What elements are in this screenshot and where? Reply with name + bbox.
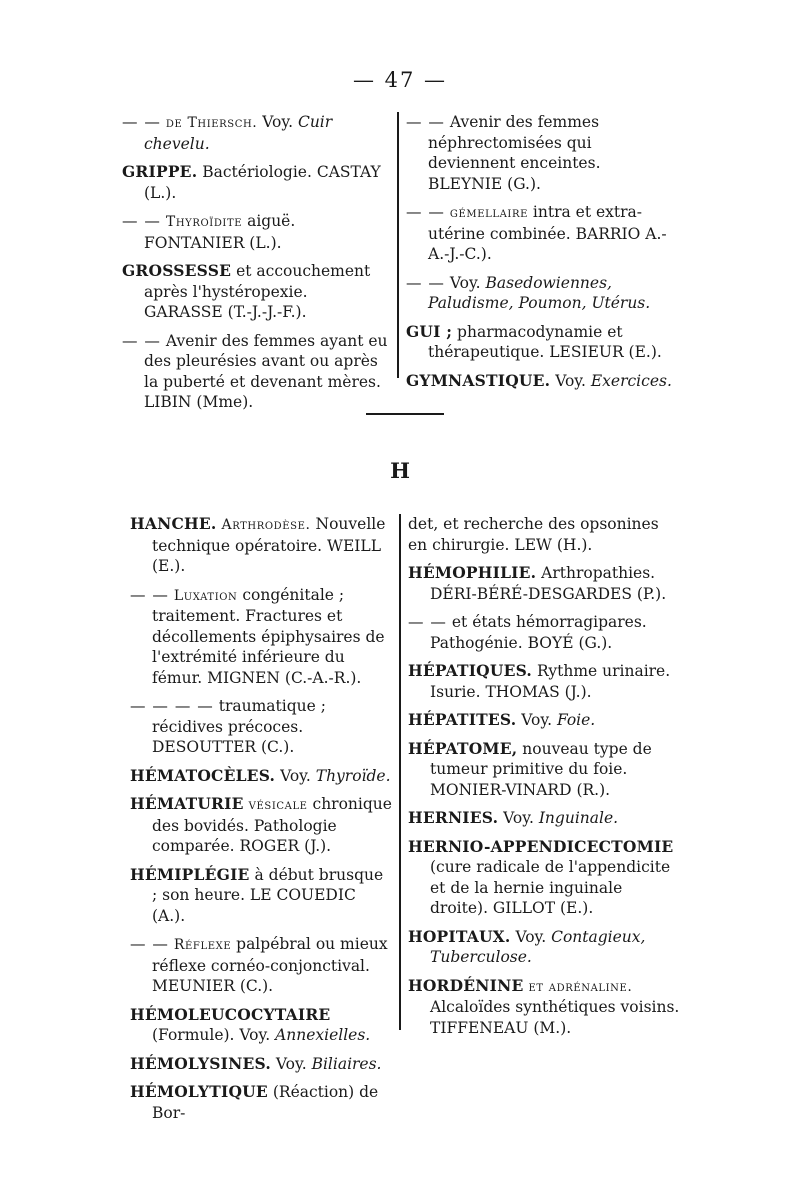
section-heading: H: [390, 458, 410, 483]
index-entry: [130, 934, 392, 997]
entry-crossref: Basedowiennes, Paludisme, Poumon, Utérus.: [428, 273, 651, 312]
entry-headword: HÉMOLEUCOCYTAIRE: [130, 1004, 331, 1024]
entry-headword: GYMNASTIQUE.: [406, 370, 551, 390]
bottom-right-column: [408, 514, 680, 1046]
index-entry: [130, 766, 392, 787]
entry-subheading: Luxation: [173, 587, 238, 604]
entry-text: intra et extra-utérine combinée. BARRIO A.-A.-J.-C.).: [428, 203, 667, 263]
entry-headword: HÉPATITES.: [408, 710, 517, 729]
entry-text: Voy.: [550, 371, 591, 390]
index-entry: [406, 273, 676, 314]
entry-text: congénitale ; traitement. Fractures et décollements épiphysaires de l'extrémité inférieure du fémur. MIGNEN (C.-A.-R.).: [152, 585, 385, 687]
index-entry: [122, 331, 390, 413]
entry-subheading: Arthrodèse.: [216, 517, 311, 533]
index-entry: [408, 563, 680, 604]
entry-headword: HÉMIPLÉGIE: [130, 864, 250, 884]
entry-subheading: Réflexe: [173, 937, 232, 953]
index-entry: [406, 202, 676, 265]
ditto-dash: — — — —: [130, 697, 214, 715]
index-entry: [408, 837, 680, 919]
entry-headword: HÉMOLYTIQUE: [130, 1082, 268, 1101]
entry-text: Voy.: [449, 273, 486, 292]
index-entry: [408, 710, 680, 731]
entry-text: Nouvelle technique opératoire. WEILL (E.).: [152, 515, 386, 575]
entry-crossref: Thyroïde.: [315, 766, 391, 785]
ditto-dash: — —: [406, 113, 445, 131]
ditto-dash: — —: [130, 585, 169, 604]
entry-text: pharmacodynamie et thérapeutique. LESIEUR (E.).: [428, 322, 662, 361]
entry-headword: HÉPATOME,: [408, 738, 518, 758]
entry-headword: HÉPATIQUES.: [408, 661, 533, 680]
entry-text: Voy.: [257, 113, 298, 131]
entry-text: (Réaction) de Bor-: [152, 1083, 379, 1122]
continued-entry: det, et recherche des opsonines en chirurgie. LEW (H.).: [408, 515, 659, 554]
bottom-left-column: [130, 514, 392, 1131]
index-entry: [130, 1082, 392, 1123]
entry-text: Bactériologie. CASTAY (L.).: [144, 163, 381, 202]
index-entry: [130, 794, 392, 857]
index-entry: [406, 112, 676, 194]
index-entry: [130, 585, 392, 689]
entry-text: Voy.: [498, 809, 539, 827]
entry-text: Rythme urinaire. Isurie. THOMAS (J.).: [430, 662, 671, 701]
entry-crossref: Foie.: [556, 711, 596, 729]
entry-headword: HÉMOPHILIE.: [408, 563, 537, 582]
entry-text: aiguë. FONTANIER (L.).: [144, 212, 296, 252]
entry-text: (Formule). Voy.: [152, 1026, 276, 1044]
entry-headword: HÉMOLYSINES.: [130, 1053, 271, 1073]
entry-subheading: vésicale: [243, 797, 308, 813]
entry-text: Avenir des femmes néphrectomisées qui deviennent enceintes. BLEYNIE (G.).: [428, 113, 601, 193]
page-number: — 47 —: [352, 68, 448, 92]
index-entry: [408, 612, 680, 653]
entry-text: et états hémorragipares. Pathogénie. BOYÉ (G.).: [430, 613, 647, 652]
entry-headword: HÉMATURIE: [130, 794, 244, 813]
entry-text: chronique des bovidés. Pathologie comparée. ROGER (J.).: [152, 795, 392, 855]
entry-crossref: Contagieux, Tuberculose.: [430, 927, 646, 966]
ditto-dash: — —: [130, 935, 169, 953]
ditto-dash: — —: [406, 203, 445, 221]
index-entry: [130, 865, 392, 927]
entry-subheading: Thyroïdite: [165, 214, 243, 230]
ditto-dash: — —: [406, 273, 445, 292]
ditto-dash: — —: [122, 212, 161, 230]
column-divider: [399, 514, 401, 1030]
index-entry: [408, 927, 680, 968]
ditto-dash: — —: [408, 613, 447, 631]
entry-text: Voy.: [275, 766, 316, 785]
index-entry: [130, 514, 392, 577]
section-divider: [366, 413, 444, 415]
entry-text: traumatique ; récidives précoces. DESOUTTER (C.).: [152, 697, 326, 756]
entry-subheading: de Thiersch.: [165, 115, 258, 131]
top-right-column: [406, 112, 676, 399]
index-entry: [408, 739, 680, 801]
entry-crossref: Biliaires.: [311, 1054, 382, 1073]
entry-subheading: et adrénaline.: [523, 978, 633, 995]
index-entry: [408, 661, 680, 702]
entry-headword: GUI ;: [406, 321, 453, 341]
index-entry: [406, 371, 676, 392]
entry-headword: HERNIES.: [408, 808, 499, 827]
entry-crossref: Annexielles.: [275, 1026, 371, 1044]
entry-text: Arthropathies. DÉRI-BÉRÉ-DESGARDES (P.).: [430, 564, 667, 603]
index-entry: [408, 976, 680, 1039]
index-entry: [130, 1005, 392, 1046]
ditto-dash: — —: [122, 331, 161, 350]
entry-headword: GROSSESSE: [122, 261, 232, 280]
ditto-dash: — —: [122, 113, 161, 131]
entry-crossref: Inguinale.: [538, 809, 619, 827]
entry-text: à début brusque ; son heure. LE COUEDIC (A.).: [152, 865, 384, 925]
entry-text: et accouchement après l'hystéropexie. GARASSE (T.-J.-J.-F.).: [144, 262, 371, 321]
entry-text: (cure radicale de l'appendicite et de la hernie inguinale droite). GILLOT (E.).: [430, 858, 671, 917]
entry-subheading: gémellaire: [449, 205, 528, 221]
entry-crossref: Exercices.: [590, 371, 672, 390]
index-entry: [408, 808, 680, 829]
entry-text: Avenir des femmes ayant eu des pleurésies avant ou après la puberté et devenant mères. LIBIN (Mme).: [144, 331, 388, 411]
entry-text: nouveau type de tumeur primitive du foie. MONIER-VINARD (R.).: [430, 739, 652, 799]
index-entry: [130, 1054, 392, 1075]
entry-headword: HOPITAUX.: [408, 926, 511, 946]
entry-text: Voy.: [516, 711, 557, 729]
entry-text: Voy.: [510, 927, 552, 946]
entry-text: palpébral ou mieux réflexe cornéo-conjonctival. MEUNIER (C.).: [152, 935, 388, 995]
index-entry: [122, 261, 390, 323]
entry-crossref: Cuir chevelu.: [144, 113, 333, 153]
entry-text: Alcaloïdes synthétiques voisins. TIFFENEAU (M.).: [430, 998, 680, 1037]
column-divider: [397, 112, 399, 378]
entry-headword: HERNIO-APPENDICECTOMIE: [408, 836, 674, 856]
index-entry: [122, 211, 390, 253]
index-entry: [130, 696, 392, 758]
entry-headword: GRIPPE.: [122, 162, 198, 181]
top-left-column: [122, 112, 390, 421]
entry-text: Voy.: [270, 1054, 312, 1073]
entry-headword: HORDÉNINE: [408, 975, 524, 995]
entry-headword: HANCHE.: [130, 514, 217, 533]
index-entry: [122, 112, 390, 154]
index-entry: [406, 322, 676, 363]
index-entry: [122, 162, 390, 203]
entry-headword: HÉMATOCÈLES.: [130, 765, 276, 785]
